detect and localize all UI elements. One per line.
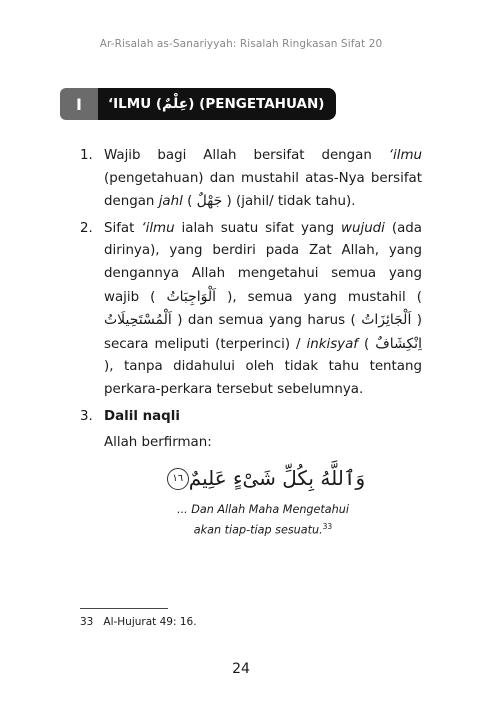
italic-term: wujudi xyxy=(341,220,385,236)
text: ), tanpa didahului oleh tidak tahu tentang perkara-perkara tersebut sebelumnya. xyxy=(104,359,422,397)
arabic-term: اَلْجَائِزَاتُ xyxy=(361,312,412,329)
arabic-term: اَلْمُسْتَحِيلَاتُ xyxy=(104,312,172,329)
arabic-term: اِنْكِشَافٌ xyxy=(375,335,422,352)
text: ialah suatu sifat yang xyxy=(174,220,342,236)
translation-line-2: akan tiap-tiap sesuatu. xyxy=(193,523,323,537)
running-head: Ar-Risalah as-Sanariyyah: Risalah Ringkasan Sifat 20 xyxy=(99,38,383,50)
text: (ada dirinya), yang berdiri pada Zat Allah, yang dengannya Allah mengetahui semua yang wajib ( xyxy=(104,220,422,305)
list-number: 1. xyxy=(80,148,93,163)
main-content xyxy=(80,145,422,538)
verse-translation xyxy=(80,501,422,539)
italic-term: ‘ilmu xyxy=(388,148,422,163)
footnote-text: Al-Hujurat 49: 16. xyxy=(103,616,197,628)
quran-verse xyxy=(80,463,422,493)
text: ( xyxy=(182,194,197,210)
page-number: 24 xyxy=(232,661,250,677)
dalil-title: Dalil naqli xyxy=(104,408,180,424)
verse-text: وَٱللَّهُ بِكُلِّ شَىْءٍ عَلِيمٌ xyxy=(188,465,366,490)
list-item-2 xyxy=(80,218,422,402)
list-number: 2. xyxy=(80,220,93,236)
text: ) secara meliputi (terperinci) / xyxy=(104,313,423,352)
italic-term: jahl xyxy=(158,194,183,210)
section-number: I xyxy=(60,88,98,120)
text: Sifat xyxy=(104,220,142,236)
section-title-post: ) (PENGETAHUAN) xyxy=(188,96,325,112)
list-number: 3. xyxy=(80,408,93,424)
footnote-divider xyxy=(80,608,168,609)
arabic-term: جَهْلٌ xyxy=(196,193,223,210)
list-item-3 xyxy=(80,406,422,429)
italic-term: ‘ilmu xyxy=(141,220,175,236)
footnote-number: 33 xyxy=(80,616,94,628)
text: ( xyxy=(358,336,376,352)
text: ), semua yang mustahil ( xyxy=(216,289,422,305)
text: ) (jahil/ tidak tahu). xyxy=(222,194,356,210)
italic-term: inkisyaf xyxy=(306,336,359,352)
list-item-1 xyxy=(80,145,422,214)
section-heading xyxy=(60,88,336,120)
footnote-ref[interactable]: 33 xyxy=(322,521,333,531)
section-title-arabic: عِلْمٌ xyxy=(162,96,189,112)
dalil-intro: Allah berfirman: xyxy=(104,435,212,451)
section-title-pre: ‘ILMU ( xyxy=(108,96,163,112)
footnote xyxy=(80,616,197,628)
translation-line-1: ... Dan Allah Maha Mengetahui xyxy=(177,502,349,516)
text: Wajib bagi Allah bersifat dengan xyxy=(104,148,389,163)
section-title xyxy=(98,88,336,120)
text: ) dan semua yang harus ( xyxy=(171,313,362,329)
text: (pengetahuan) dan mustahil atas-Nya bersifat dengan xyxy=(104,170,422,210)
arabic-term: اَلْوَاجِبَاتُ xyxy=(166,288,217,305)
ayah-number-icon: ١٦ xyxy=(167,468,189,490)
